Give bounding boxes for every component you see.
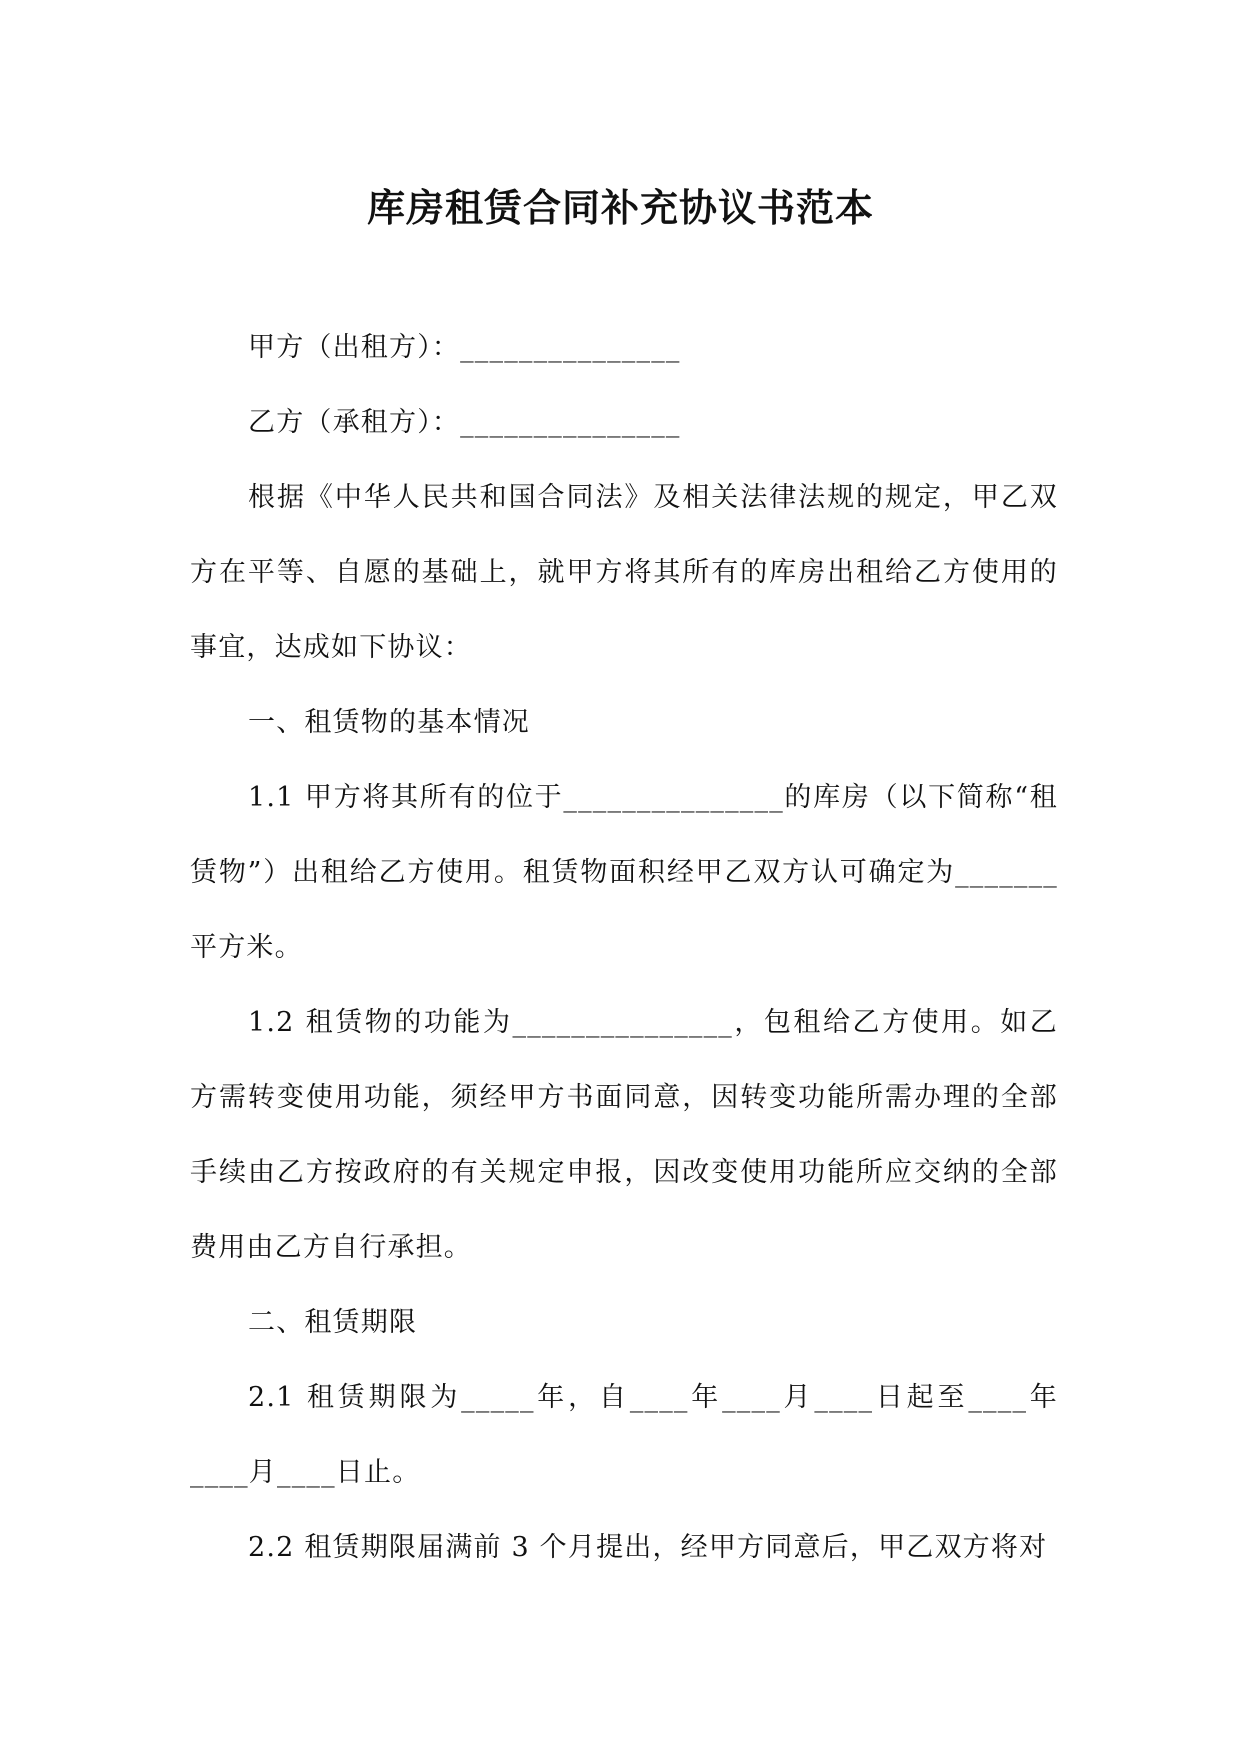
party-a-line: 甲方（出租方）：_______________ — [248, 332, 681, 363]
document-title: 库房租赁合同补充协议书范本 — [366, 185, 874, 230]
section-heading-1: 一、租赁物的基本情况 — [248, 707, 530, 738]
section-heading-2: 二、租赁期限 — [248, 1307, 418, 1338]
clause-1-2: 1.2 租赁物的功能为_______________，包租给乙方使用。如乙方需转变使用功能，须经甲方书面同意，因转变功能所需办理的全部手续由乙方按政府的有关规定申报，因改变使用功能所应交纳的全部费用由乙方自行承担。 — [190, 1007, 1058, 1263]
clause-2-1: 2.1 租赁期限为_____年，自____年____月____日起至____年____月____日止。 — [190, 1382, 1058, 1488]
document-body — [190, 310, 1058, 1585]
clause-1-1: 1.1 甲方将其所有的位于_______________的库房（以下简称“租赁物”）出租给乙方使用。租赁物面积经甲乙双方认可确定为_______平方米。 — [190, 782, 1058, 963]
preamble-paragraph: 根据《中华人民共和国合同法》及相关法律法规的规定，甲乙双方在平等、自愿的基础上，就甲方将其所有的库房出租给乙方使用的事宜，达成如下协议： — [190, 482, 1058, 663]
clause-2-2: 2.2 租赁期限届满前 3 个月提出，经甲方同意后，甲乙双方将对 — [248, 1532, 1048, 1563]
party-b-line: 乙方（承租方）：_______________ — [248, 407, 681, 438]
